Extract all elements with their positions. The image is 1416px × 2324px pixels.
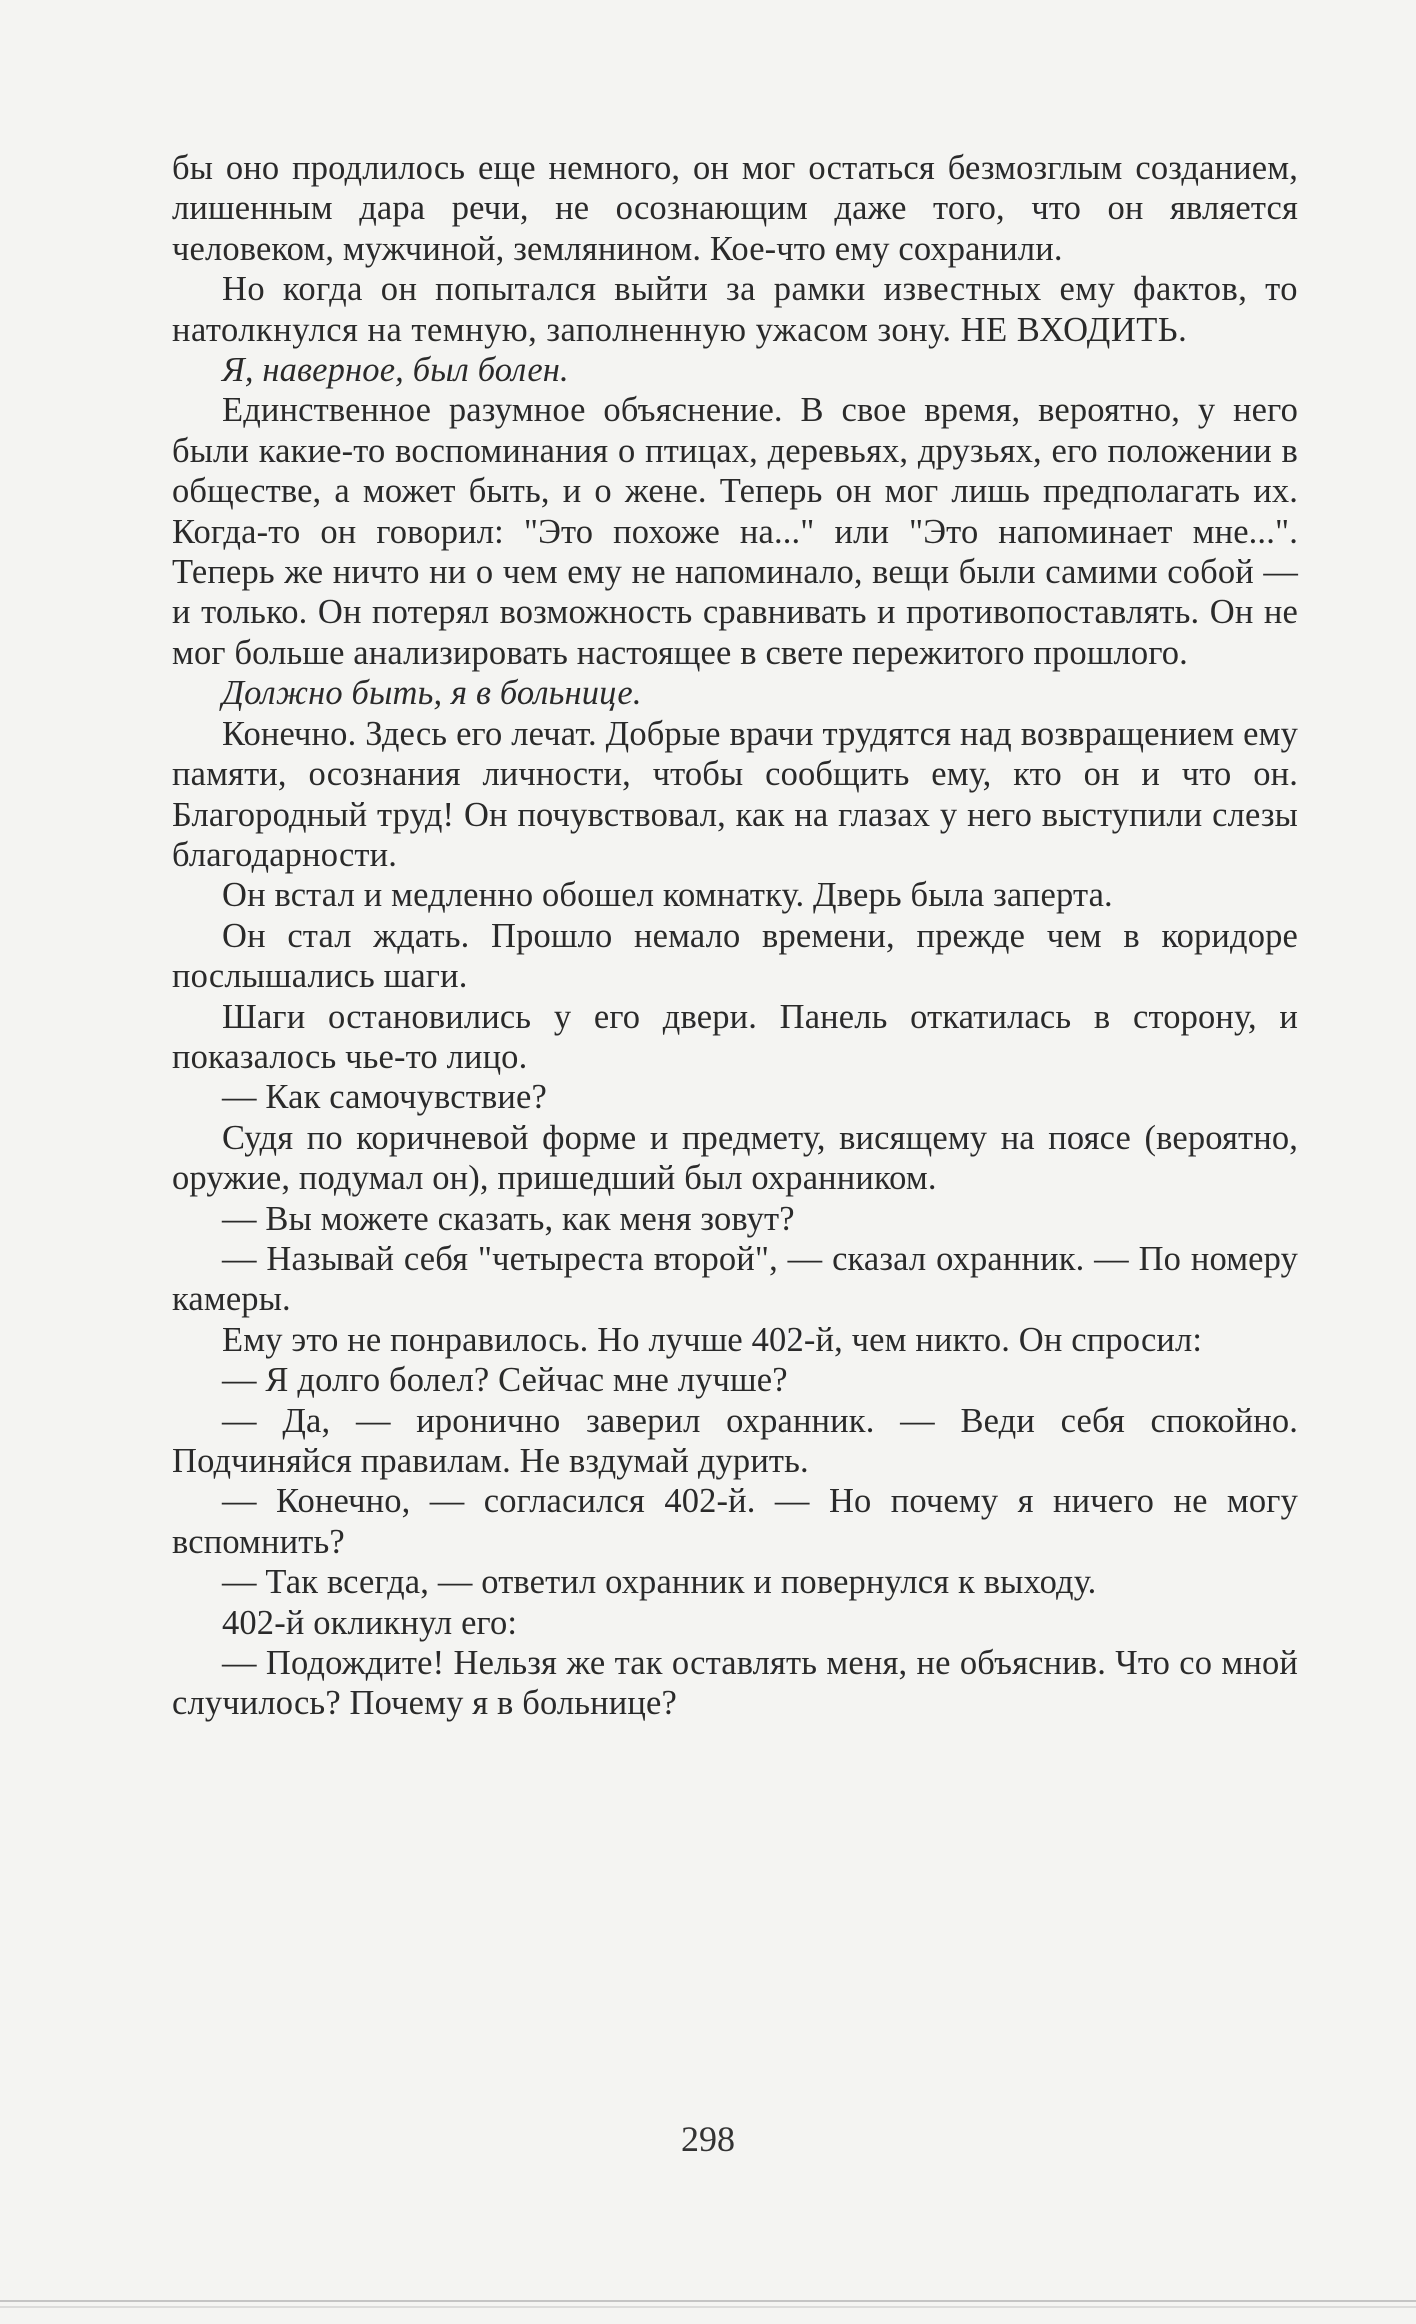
paragraph: — Я долго болел? Сейчас мне лучше? (222, 1361, 788, 1400)
page-number: 298 (681, 2119, 735, 2159)
paragraph: Шаги остановились у его двери. Панель откатилась в сторону, и показалось чье-то лицо. (172, 997, 1298, 1076)
paragraph: 402-й окликнул его: (222, 1603, 518, 1642)
paragraph: Он стал ждать. Прошло немало времени, прежде чем в коридоре послышались шаги. (172, 916, 1298, 996)
paragraph: Судя по коричневой форме и предмету, висящему на поясе (вероятно, оружие, подумал он), пришедший был охранником. (172, 1118, 1298, 1198)
paragraph: бы оно продлилось еще немного, он мог остаться безмозглым созданием, лишенным дара речи, не осознающим даже того, что он является человеком, мужчиной, землянином. Кое-что ему сохранили. (172, 149, 1298, 268)
paragraph: — Да, — иронично заверил охранник. — Веди себя спокойно. Подчиняйся правилам. Не вздумай дурить. (172, 1401, 1298, 1480)
paragraph: Единственное разумное объяснение. В свое время, вероятно, у него были какие-то воспоминания о птицах, деревьях, друзьях, его положении в обществе, а может быть, и о жене. Теперь он мог лишь предполагать их. Когда-то он говорил: "Это похоже на..." или "Это напоминает мне...". Теперь же ничто ни о чем ему не напоминало, вещи были самими собой — и только. Он потерял возможность сравнивать и противопоставлять. Он не мог больше анализировать настоящее в свете пережитого прошлого. (172, 391, 1298, 672)
paragraph: Он встал и медленно обошел комнатку. Дверь была заперта. (222, 876, 1113, 915)
body-text (172, 148, 1298, 1724)
scan-edge-line (0, 2300, 1416, 2302)
paragraph: Конечно. Здесь его лечат. Добрые врачи трудятся над возвращением ему памяти, осознания личности, чтобы сообщить ему, кто он и что он. Благородный труд! Он почувствовал, как на глазах у него выступили слезы благодарности. (172, 714, 1298, 874)
paragraph: Но когда он попытался выйти за рамки известных ему фактов, то натолкнулся на темную, заполненную ужасом зону. НЕ ВХОДИТЬ. (172, 270, 1298, 349)
paragraph: Я, наверное, был болен. (222, 351, 569, 390)
paragraph: Должно быть, я в больнице. (222, 674, 642, 713)
paragraph: — Подождите! Нельзя же так оставлять меня, не объяснив. Что со мной случилось? Почему я в больнице? (172, 1644, 1298, 1723)
scan-edge-line (0, 2306, 1416, 2308)
paragraph: — Как самочувствие? (222, 1078, 547, 1117)
paragraph: — Конечно, — согласился 402-й. — Но почему я ничего не могу вспомнить? (172, 1482, 1298, 1561)
paragraph: — Вы можете сказать, как меня зовут? (222, 1199, 795, 1238)
paragraph: Ему это не понравилось. Но лучше 402-й, чем никто. Он спросил: (222, 1320, 1203, 1359)
paragraph: — Называй себя "четыреста второй", — сказал охранник. — По номеру камеры. (172, 1239, 1298, 1319)
paragraph: — Так всегда, — ответил охранник и повернулся к выходу. (222, 1563, 1097, 1602)
